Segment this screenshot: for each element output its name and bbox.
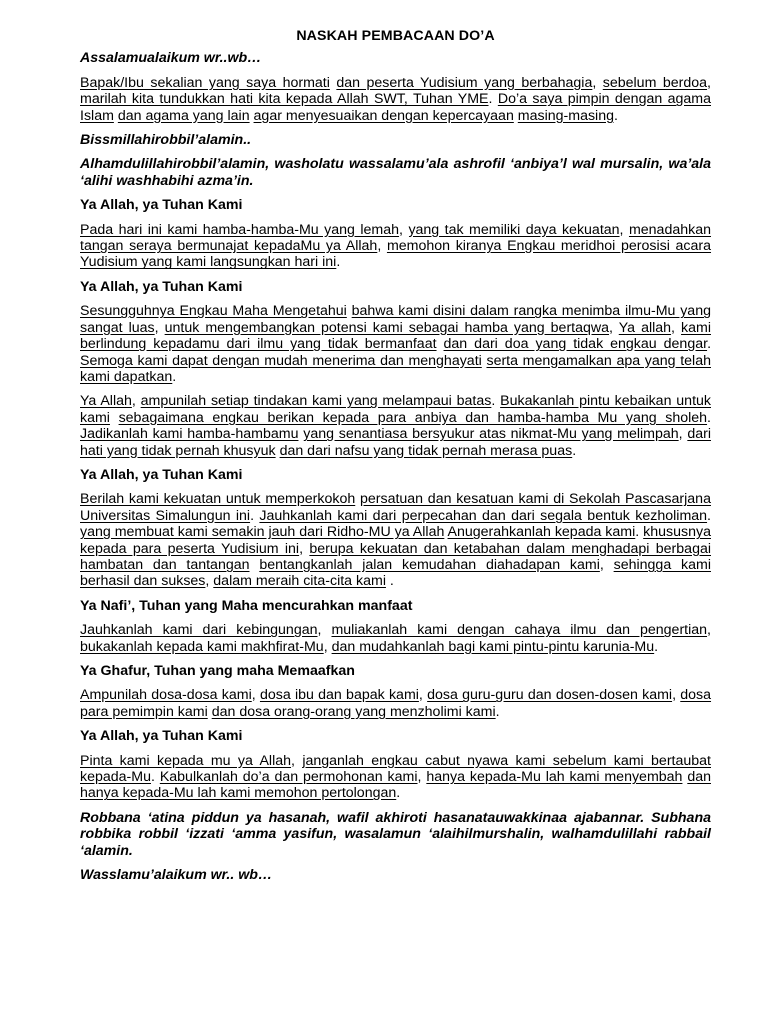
segment: sebagaimana engkau berikan kepada para anbiya dan hamba-hamba Mu yang sholeh — [118, 409, 708, 426]
segment: berupa kekuatan dan ketabahan dalam menghadapi berbagai hambatan dan tantangan — [80, 540, 711, 573]
segment: dosa guru-guru dan dosen-dosen kami — [427, 687, 673, 704]
segment: yang senantiasa bersyukur atas nikmat-Mu yang melimpah — [303, 426, 679, 443]
segment: menadahkan tangan seraya bermunajat kepadaMu ya Allah — [80, 221, 711, 255]
segment: kami berlindung kepadamu dari ilmu yang tidak bermanfaat — [80, 319, 711, 353]
segment: Bapak/Ibu sekalian yang saya hormati — [80, 74, 330, 91]
paragraph-intro: Bapak/Ibu sekalian yang saya hormati dan peserta Yudisium yang berbahagia, sebelum berdoa, marilah kita tundukkan hati kita kepada Allah SWT, Tuhan YME. Do’a saya pimpin dengan agama Islam dan agama yang lain agar menyesuaikan dengan kepercayaan masing-masing. — [80, 74, 711, 124]
heading-ya-nafi: Ya Nafi’, Tuhan yang Maha mencurahkan manfaat — [80, 597, 413, 614]
segment: dan agama yang lain — [117, 107, 250, 124]
segment: janganlah engkau cabut nyawa kami sebelum kami bertaubat kepada-Mu — [80, 752, 711, 786]
segment: hanya kepada-Mu lah kami menyembah — [426, 769, 683, 786]
segment: Ya allah — [618, 319, 672, 336]
paragraph-1: Pada hari ini kami hamba-hamba-Mu yang lemah, yang tak memiliki daya kekuatan, menadahkan tangan seraya bermunajat kepadaMu ya Allah, memohon kiranya Engkau meridhoi perosisi acara Yudisium yang kami langsungkan hari ini. — [80, 221, 712, 271]
segment: Ya Allah — [80, 393, 132, 410]
segment: untuk mengembangkan potensi kami sebagai hamba yang bertaqwa — [164, 319, 610, 336]
segment: sehingga kami berhasil dan sukses — [80, 556, 711, 590]
paragraph-6: Ampunilah dosa-dosa kami, dosa ibu dan bapak kami, dosa guru-guru dan dosen-dosen kami, dosa para pemimpin kami dan dosa orang-orang yang menzholimi kami. — [80, 687, 712, 720]
segment: dan dari nafsu yang tidak pernah merasa puas — [279, 442, 573, 459]
segment: agar menyesuaikan dengan kepercayaan — [253, 107, 514, 124]
heading-ya-ghafur: Ya Ghafur, Tuhan yang maha Memaafkan — [80, 663, 355, 679]
segment: Sesungguhnya Engkau Maha Mengetahui — [80, 303, 347, 320]
segment: dan mudahkanlah bagi kami pintu-pintu karunia-Mu — [331, 638, 655, 655]
segment: Kabulkanlah do’a dan permohonan kami — [159, 769, 418, 786]
segment: dan dosa orang-orang yang menzholimi kami — [211, 703, 496, 720]
prayer-document — [80, 28, 711, 891]
segment: Berilah kami kekuatan untuk memperkokoh — [80, 491, 356, 508]
heading-ya-allah-3: Ya Allah, ya Tuhan Kami — [80, 466, 243, 483]
segment: sebelum berdoa — [602, 74, 708, 91]
segment: yang membuat kami semakin jauh dari Ridho-MU ya Allah — [80, 524, 445, 541]
segment: dosa para pemimpin kami — [80, 687, 712, 720]
segment: dan dari doa yang tidak engkau dengar — [443, 336, 708, 353]
alhamdulillah-line: Alhamdulillahirobbil’alamin, washolatu wassalamu’ala ashrofil ‘anbiya’l wal mursalin, wa’ala ‘alihi washhabihi azma’in. — [80, 156, 711, 189]
segment: memohon kiranya Engkau meridhoi perosisi acara Yudisium yang kami langsungkan hari ini — [80, 238, 712, 271]
segment: khususnya kepada para peserta Yudisium ini — [80, 524, 711, 557]
heading-ya-allah-1: Ya Allah, ya Tuhan Kami — [80, 197, 243, 214]
heading-ya-allah-2: Ya Allah, ya Tuhan Kami — [80, 278, 243, 295]
segment: bukakanlah kepada kami makhfirat-Mu — [80, 638, 324, 655]
segment: Jadikanlah kami hamba-hambamu — [80, 426, 299, 443]
segment: yang tak memiliki daya kekuatan — [408, 221, 620, 238]
paragraph-3: Ya Allah, ampunilah setiap tindakan kami yang melampaui batas. Bukakanlah pintu kebaikan untuk kami sebagaimana engkau berikan kepada para anbiya dan hamba-hamba Mu yang sholeh. Jadikanlah kami hamba-hambamu yang senantiasa bersyukur atas nikmat-Mu yang melimpah, dari hati yang tidak pernah khusyuk dan dari nafsu yang tidak pernah merasa puas. — [80, 393, 711, 459]
segment: dan hanya kepada-Mu lah kami memohon pertolongan — [80, 769, 711, 802]
segment: Ampunilah dosa-dosa kami — [80, 687, 252, 704]
segment: ampunilah setiap tindakan kami yang melampaui batas — [140, 393, 492, 410]
segment: Do’a saya pimpin dengan agama Islam — [80, 91, 711, 124]
segment: bahwa kami disini dalam rangka menimba ilmu-Mu yang sangat luas — [80, 303, 711, 336]
segment: dosa ibu dan bapak kami — [259, 687, 419, 704]
opening-greeting: Assalamualaikum wr..wb… — [80, 50, 262, 67]
segment: dan peserta Yudisium yang berbahagia — [336, 74, 593, 91]
segment: Jauhkanlah kami dari perpecahan dan dari segala bentuk kezholiman — [259, 507, 708, 524]
segment: Semoga kami dapat dengan mudah menerima dan menghayati — [80, 352, 482, 369]
segment: masing-masing — [517, 107, 614, 124]
segment: Bukakanlah pintu kebaikan untuk kami — [80, 393, 711, 426]
segment: Jauhkanlah kami dari kebingungan — [80, 622, 318, 639]
segment: dalam meraih cita-cita kami — [213, 573, 386, 590]
closing-prayer: Robbana ‘atina piddun ya hasanah, wafil akhiroti hasanatauwakkinaa ajabannar. Subhana robbika robbil ‘izzati ‘amma yasifun, wasalamun ‘alaihilmurshalin, walhamdulillahi rabbail ‘alamin. — [80, 809, 711, 859]
paragraph-7: Pinta kami kepada mu ya Allah, janganlah engkau cabut nyawa kami sebelum kami bertaubat kepada-Mu. Kabulkanlah do’a dan permohonan kami, hanya kepada-Mu lah kami menyembah dan hanya kepada-Mu lah kami memohon pertolongan. — [80, 752, 711, 802]
paragraph-4: Berilah kami kekuatan untuk memperkokoh persatuan dan kesatuan kami di Sekolah Pascasarjana Universitas Simalungun ini. Jauhkanlah kami dari perpecahan dan dari segala bentuk kezholiman. yang membuat kami semakin jauh dari Ridho-MU ya Allah Anugerahkanlah kepada kami. khususnya kepada para peserta Yudisium ini, berupa kekuatan dan ketabahan dalam menghadapi berbagai hambatan dan tantangan bentangkanlah jalan kemudahan diahadapan kami, sehingga kami berhasil dan sukses, dalam meraih cita-cita kami . — [80, 491, 711, 590]
segment: dari hati yang tidak pernah khusyuk — [80, 426, 711, 459]
segment: Pada hari ini kami hamba-hamba-Mu yang lemah — [80, 221, 400, 238]
paragraph-5: Jauhkanlah kami dari kebingungan, muliakanlah kami dengan cahaya ilmu dan pengertian, bukakanlah kepada kami makhfirat-Mu, dan mudahkanlah bagi kami pintu-pintu karunia-Mu. — [80, 622, 711, 655]
segment: persatuan dan kesatuan kami di Sekolah Pascasarjana Universitas Simalungun ini — [80, 491, 711, 524]
segment: serta mengamalkan apa yang telah kami dapatkan — [80, 352, 711, 385]
bismillah-line: Bissmillahirobbil’alamin.. — [80, 132, 252, 149]
heading-ya-allah-4: Ya Allah, ya Tuhan Kami — [80, 728, 243, 745]
segment: marilah kita tundukkan hati kita kepada Allah SWT, Tuhan YME — [80, 91, 489, 108]
segment: bentangkanlah jalan kemudahan diahadapan kami — [259, 556, 600, 573]
closing-greeting: Wasslamu’alaikum wr.. wb… — [80, 867, 273, 884]
segment: Anugerahkanlah kepada kami — [447, 524, 636, 541]
page-title: NASKAH PEMBACAAN DO’A — [296, 28, 495, 44]
paragraph-2: Sesungguhnya Engkau Maha Mengetahui bahwa kami disini dalam rangka menimba ilmu-Mu yang sangat luas, untuk mengembangkan potensi kami sebagai hamba yang bertaqwa, Ya allah, kami berlindung kepadamu dari ilmu yang tidak bermanfaat dan dari doa yang tidak engkau dengar. Semoga kami dapat dengan mudah menerima dan menghayati serta mengamalkan apa yang telah kami dapatkan. — [80, 303, 712, 385]
segment: Pinta kami kepada mu ya Allah — [80, 752, 292, 769]
segment: muliakanlah kami dengan cahaya ilmu dan pengertian — [331, 622, 708, 639]
